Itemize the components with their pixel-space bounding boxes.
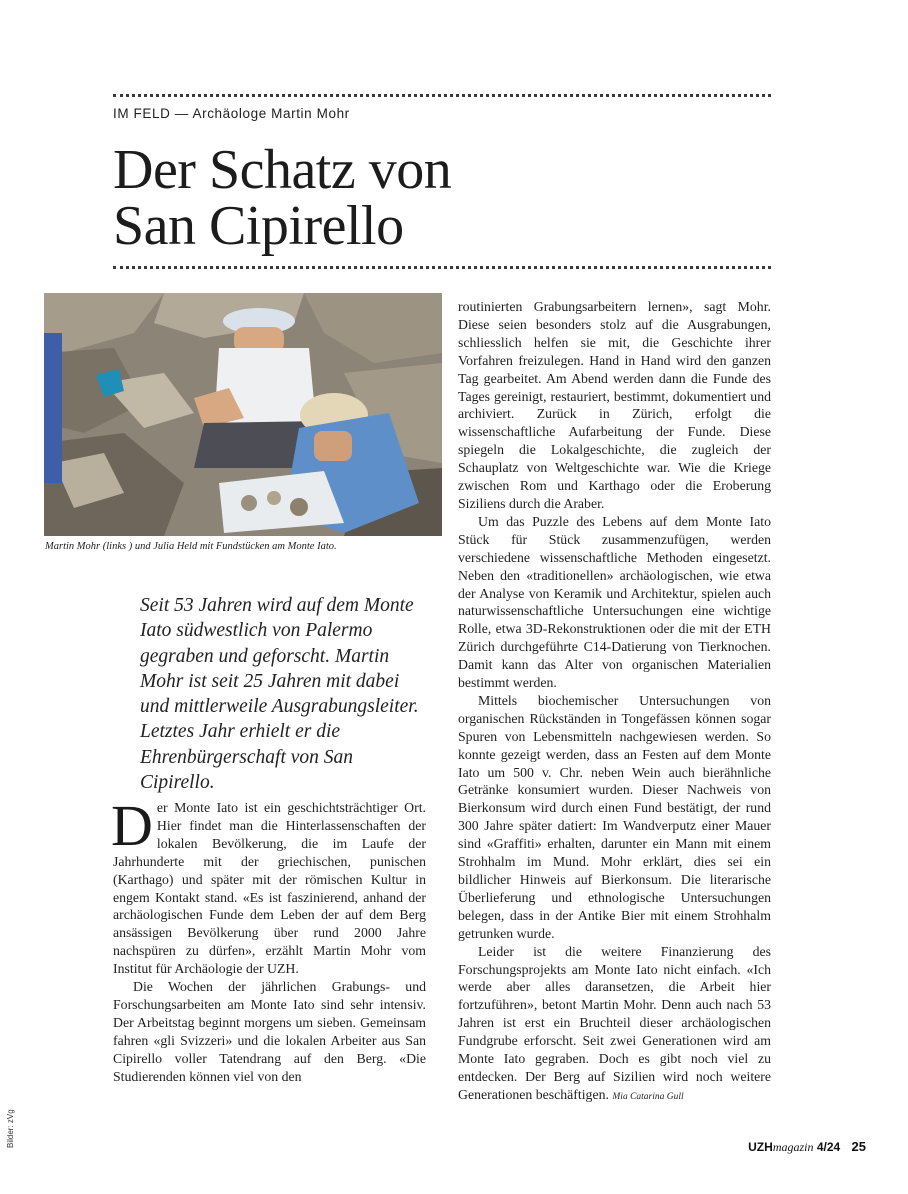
magazine-prefix: UZH xyxy=(748,1140,773,1154)
magazine-suffix: magazin xyxy=(772,1140,814,1154)
excavation-photo xyxy=(44,293,442,536)
top-divider xyxy=(113,94,771,97)
photo-credit xyxy=(6,1108,20,1158)
headline-divider xyxy=(113,266,771,269)
issue-number: 4/24 xyxy=(816,1140,841,1154)
lead-paragraph xyxy=(140,593,420,795)
section-kicker: IM FELD — Archäologe Martin Mohr xyxy=(113,106,350,121)
photo-credit-text: Bilder: zVg xyxy=(6,1109,15,1148)
body-paragraph-6-text: Leider ist die weitere Finanzierung des Forschungsprojekts am Monte Iato nicht einfach. «Ich werde aber alles daransetzen, die Arbeit hier fortzuführen», betont Martin Mohr. Denn auch nach 53 Jahren ist erst ein Bruchteil dieser archäologischen Fundgrube erforscht. Seit zwei Generationen wird am Monte Iato gegraben. Doch es gibt noch viel zu entdecken. Der Berg auf Sizilien wird noch weitere Generationen beschäftigen. xyxy=(458,943,771,1102)
body-paragraph-6 xyxy=(458,943,771,1107)
body-paragraph-1 xyxy=(111,793,426,978)
headline-line-2: San Cipirello xyxy=(113,195,404,257)
drop-cap: D xyxy=(111,793,153,858)
page-footer xyxy=(748,1139,866,1155)
page-number: 25 xyxy=(851,1139,866,1154)
body-paragraph-1-text: er Monte Iato ist ein geschichtsträchtiger Ort. Hier findet man die Hinterlassenschaften der lokalen Bevölkerung, die im Laufe der Jahrhunderte mit der griechischen, punischen (Karthago) und später mit der römischen Kultur in engem Kontakt stand. «Es ist faszinierend, anhand der archäologischen Funde dem Leben der auf dem Berg ansässigen Bevölkerung über rund 2000 Jahre nachspüren zu dürfen», erzählt Martin Mohr vom Institut für Archäologie der UZH. xyxy=(113,800,426,977)
article-author: Mia Catarina Gull xyxy=(612,1091,684,1102)
lead-text: Seit 53 Jahren wird auf dem Monte Iato südwestlich von Palermo gegraben und geforscht. Martin Mohr ist seit 25 Jahren mit dabei und mittlerweile Ausgrabungsleiter. Letztes Jahr erhielt er die Ehrenbürgerschaft von San Cipirello. xyxy=(140,595,419,794)
body-paragraph-3: routinierten Grabungsarbeitern lernen», sagt Mohr. Diese seien besonders stolz auf die Ausgrabungen, schliesslich helfen sie mit, die Geschichte ihrer Vorfahren freizulegen. Hand in Hand wird den ganzen Tag gearbeitet. Am Abend werden dann die Funde des Tages gereinigt, restauriert, bestimmt, dokumentiert und archiviert. Zurück in Zürich, erfolgt die wissenschaftliche Aufarbeitung der Funde. Diese spiegeln die Lokalgeschichte, die zugleich der Schauplatz von Weltgeschichte war. Wie die Kriege zwischen Rom und Karthago oder die Eroberung Siziliens durch die Araber. xyxy=(458,299,771,511)
body-paragraph-5: Mittels biochemischer Untersuchungen von organischen Rückständen in Tongefässen können sogar Spuren von Lebensmitteln nachgewiesen werden. So konnte gezeigt werden, dass an Festen auf dem Monte Iato um 500 v. Chr. neben Wein auch bierähnliche Getränke konsumiert wurden. Dieser Nachweis von Bierkonsum wird durch einen Fund bestätigt, der rund 300 Jahre später datiert: Im Wandverputz einer Mauer sind «Graffiti» erhalten, darunter ein Mann mit einem Strohhalm im Mund. Mohr erklärt, dies sei ein bildlicher Hinweis auf Bierkonsum. Die literarische Überlieferung und ethnologische Untersuchungen belegen, dass in der Antike Bier mit einem Strohhalm getrunken wurde. xyxy=(458,692,771,941)
magazine-name xyxy=(748,1140,840,1154)
photo-caption: Martin Mohr (links ) und Julia Held mit Fundstücken am Monte Iato. xyxy=(45,541,337,552)
article-headline xyxy=(113,139,773,257)
body-paragraph-4: Um das Puzzle des Lebens auf dem Monte Iato Stück für Stück zusammenzufügen, werden verschiedene wissenschaftliche Methoden eingesetzt. Neben den «traditionellen» archäologischen, wie etwa der Analyse von Keramik und Architektur, spielen auch naturwissenschaftliche Untersuchungen eine wichtige Rolle, etwa 3D-Rekonstruktionen oder die mit der ETH Zürich durchgeführte C14-Datierung von Tierknochen. Damit kann das Alter von organischen Materialien bestimmt werden. xyxy=(458,513,771,691)
headline-line-1: Der Schatz von xyxy=(113,139,452,201)
body-paragraph-2: Die Wochen der jährlichen Grabungs- und Forschungsarbeiten am Monte Iato sind sehr intensiv. Der Arbeitstag beginnt morgens um sieben. Gemeinsam fahren «gli Svizzeri» und die lokalen Arbeiter aus San Cipirello voller Tatendrang auf den Berg. «Die Studierenden können viel von den xyxy=(113,979,426,1084)
body-column-right xyxy=(458,298,771,1107)
body-column-left xyxy=(111,793,426,1086)
